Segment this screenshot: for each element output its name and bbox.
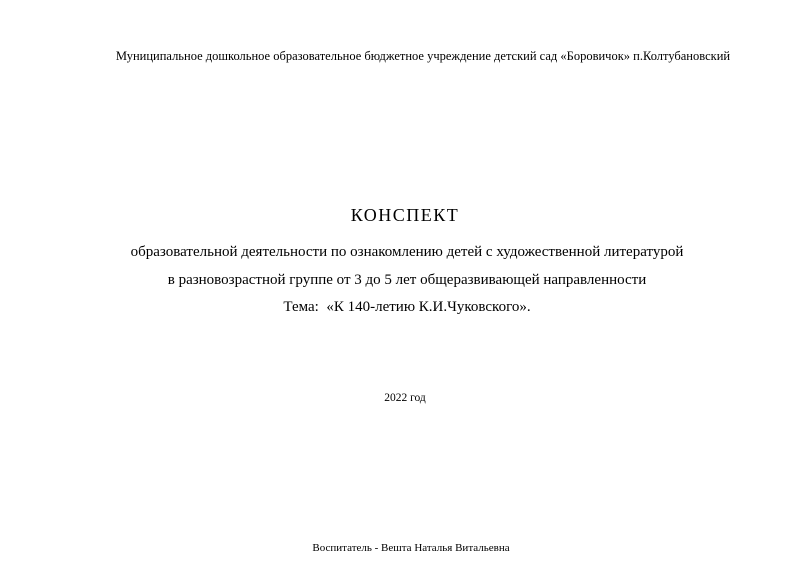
document-title: КОНСПЕКТ <box>350 205 460 225</box>
subtitle-line-theme: Тема: «К 140-летию К.И.Чуковского». <box>283 299 531 315</box>
subtitle-line-activity: образовательной деятельности по ознакомлению детей с художественной литературой <box>130 244 684 260</box>
subtitle-line-group: в разновозрастной группе от 3 до 5 лет общеразвивающей направленности <box>167 271 647 288</box>
document-year: 2022 год <box>384 392 426 404</box>
organization-header: Муниципальное дошкольное образовательное бюджетное учреждение детский сад «Боровичок» п.Колтубановский <box>115 49 731 63</box>
document-subtitle <box>7 239 800 322</box>
author-footer: Воспитатель - Вешта Наталья Витальевна <box>312 542 510 554</box>
